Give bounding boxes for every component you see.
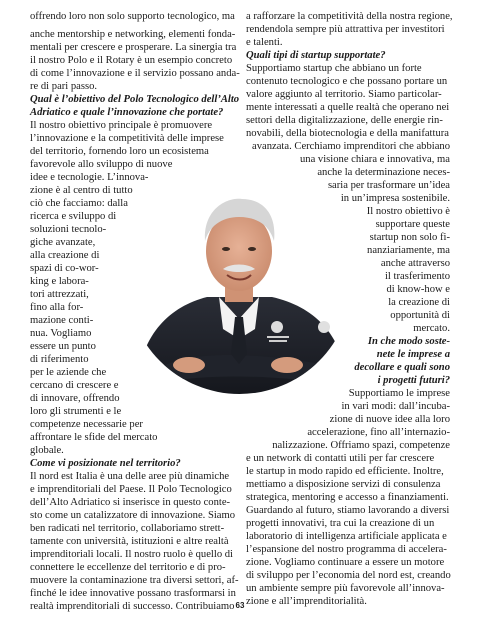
- right-line: la creazione di: [388, 297, 450, 308]
- left-line: nua. Vogliamo: [30, 328, 92, 339]
- right-line: nete le imprese a: [376, 349, 450, 360]
- left-line: Il nord est Italia è una delle aree più dinamiche: [30, 471, 230, 482]
- left-line: l’innovazione e la competitività delle imprese: [30, 133, 224, 144]
- left-line: mentali per crescere e prosperare. La sinergia tra: [30, 42, 237, 53]
- right-line: supportare queste: [375, 219, 450, 230]
- left-line: tori attrezzati,: [30, 289, 89, 300]
- right-line: decollare e quali sono: [354, 362, 450, 373]
- right-line: le startup in modo rapido ed efficiente. Inoltre,: [246, 466, 444, 477]
- right-line: a rafforzare la competitività della nostra regione,: [246, 11, 453, 22]
- left-line: giche avanzate,: [30, 237, 96, 248]
- left-line: del territorio, fornendo loro un ecosistema: [30, 146, 209, 157]
- left-line: di come l’innovazione e il servizio possano anda-: [30, 68, 240, 79]
- left-line: imprenditoriali locali. Il nostro ruolo è quello di: [30, 549, 234, 560]
- left-line: realtà imprenditoriali di successo. Contribuiamo: [30, 601, 235, 612]
- right-line: zione. Vogliamo continuare a essere un motore: [246, 557, 445, 568]
- left-line: zione è al centro di tutto: [30, 185, 133, 196]
- right-line: mente interessati a quelle realtà che operano nei: [246, 102, 450, 113]
- right-line: di sviluppo per l’economia del nord est, creando: [246, 570, 451, 581]
- left-line: e imprenditoriali del Paese. Il Polo Tecnologico: [30, 484, 232, 495]
- right-line: valore aggiunto al territorio. Siamo particolar-: [246, 89, 442, 100]
- left-line: offrendo loro non solo supporto tecnologico, ma: [30, 11, 235, 22]
- left-line: Adriatico e quale l’innovazione che portate?: [30, 107, 224, 118]
- right-line: in vari modi: dall’incuba-: [341, 401, 450, 412]
- right-line: Supportiamo le imprese: [348, 388, 450, 399]
- left-line: sto come un catalizzatore di innovazione. Siamo: [30, 510, 236, 521]
- left-line: alla creazione di: [30, 250, 100, 261]
- right-line: il trasferimento: [384, 271, 450, 282]
- portrait-photo-icon: [127, 169, 352, 394]
- left-line: soluzioni tecnolo-: [30, 224, 107, 235]
- right-line: una visione chiara e innovativa, ma: [299, 154, 450, 165]
- left-line: favorevole allo sviluppo di nuove: [30, 159, 173, 170]
- left-line: king e labora-: [30, 276, 89, 287]
- right-line: di know-how e: [386, 284, 450, 295]
- left-line: globale.: [30, 445, 64, 456]
- right-line: l’espansione del nostro programma di accelera-: [246, 544, 447, 555]
- right-line: nanziariamente, ma: [367, 245, 450, 256]
- right-line: i progetti futuri?: [377, 375, 450, 386]
- left-line: loro gli strumenti e le: [30, 406, 122, 417]
- right-line: in un’impresa sostenibile.: [340, 193, 450, 204]
- left-line: idee e tecnologie. L’innova-: [30, 172, 149, 183]
- portrait-photo: [127, 169, 352, 394]
- right-line: contenuto tecnologico e che possano portare un: [246, 76, 448, 87]
- right-line: Guardando al futuro, stiamo lavorando a diversi: [246, 505, 450, 516]
- left-line: spazi di co-wor-: [30, 263, 99, 274]
- left-line: cercano di crescere e: [30, 380, 119, 391]
- right-line: startup non solo fi-: [369, 232, 450, 243]
- right-line: Il nostro obiettivo è: [366, 206, 450, 217]
- right-line: laboratorio di intelligenza artificiale applicata e: [246, 531, 447, 542]
- right-line: settori della digitalizzazione, delle energie rin-: [246, 115, 443, 126]
- left-line: competenze necessarie per: [30, 419, 143, 430]
- left-line: Come vi posizionate nel territorio?: [30, 458, 181, 469]
- left-line: affrontare le sfide del mercato: [30, 432, 158, 443]
- right-line: e un network di contatti utili per far crescere: [246, 453, 435, 464]
- right-line: avanzata. Cerchiamo imprenditori che abbiano: [252, 141, 450, 152]
- right-line: mercato.: [413, 323, 450, 334]
- right-line: Supportiamo startup che abbiano un forte: [246, 63, 422, 74]
- left-line: dell’Alto Adriatico si inserisce in questo conte-: [30, 497, 231, 508]
- left-line: re di pari passo.: [30, 81, 98, 92]
- right-line: opportunità di: [390, 310, 450, 321]
- left-line: di riferimento: [30, 354, 89, 365]
- right-line: zione di nuove idee alla loro: [329, 414, 450, 425]
- right-line: zione e all’imprenditorialità.: [246, 596, 367, 607]
- right-line: nalizzazione. Offriamo spazi, competenze: [272, 440, 450, 451]
- right-line: accelerazione, fino all’internazio-: [307, 427, 450, 438]
- right-line: progetti innovativi, tra cui la creazione di un: [246, 518, 435, 529]
- left-line: Il nostro obiettivo principale è promuovere: [30, 120, 213, 131]
- left-line: il nostro Polo e il Rotary è un esempio concreto: [30, 55, 233, 66]
- right-line: mettiamo a disposizione servizi di consulenza: [246, 479, 441, 490]
- left-line: connettere le eccellenze del territorio e di pro-: [30, 562, 226, 573]
- right-line: In che modo soste-: [367, 336, 450, 347]
- right-line: strategica, mentoring e accesso a finanziamenti.: [246, 492, 449, 503]
- left-line: muovere la contaminazione tra diversi settori, af-: [30, 575, 239, 586]
- left-line: ciò che facciamo: dalla: [30, 198, 128, 209]
- left-line: ben radicati nel territorio, collaboriamo strett-: [30, 523, 225, 534]
- right-line: anche la determinazione neces-: [317, 167, 450, 178]
- left-line: finché le idee innovative possano trasformarsi in: [30, 588, 236, 599]
- right-line: un ambiente sempre più favorevole all’innova-: [246, 583, 445, 594]
- right-line: saria per trasformare un’idea: [327, 180, 450, 191]
- left-line: tamente con università, istituzioni e altre realtà: [30, 536, 229, 547]
- left-line: ricerca e sviluppo di: [30, 211, 117, 222]
- right-line: e talenti.: [246, 37, 283, 48]
- page-number: 63: [235, 601, 245, 610]
- left-line: Qual è l’obiettivo del Polo Tecnologico dell’Alto: [30, 94, 240, 105]
- left-line: per le aziende che: [30, 367, 107, 378]
- left-line: mazione conti-: [30, 315, 94, 326]
- right-line: Quali tipi di startup supportate?: [246, 50, 386, 61]
- left-line: di innovare, offrendo: [30, 393, 120, 404]
- right-line: anche attraverso: [380, 258, 450, 269]
- left-line: anche mentorship e networking, elementi fonda-: [30, 29, 236, 40]
- left-line: essere un punto: [30, 341, 96, 352]
- right-line: rendendola sempre più attrattiva per investitori: [246, 24, 445, 35]
- right-line: novabili, della biotecnologia e della manifattura: [246, 128, 449, 139]
- left-line: fino alla for-: [30, 302, 84, 313]
